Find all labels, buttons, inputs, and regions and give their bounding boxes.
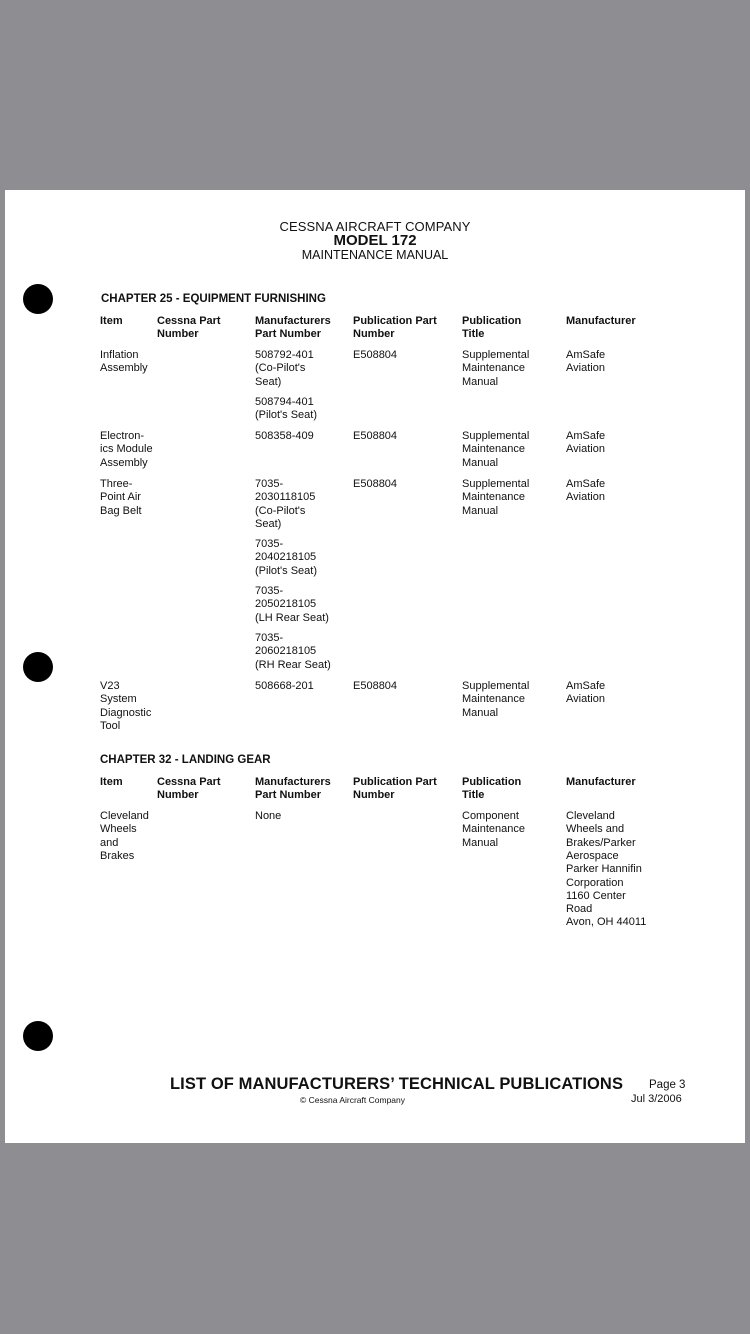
cell-item: Three- [100, 478, 133, 490]
column-header-cessna-part: Cessna Part [157, 776, 221, 788]
column-header-item: Item [100, 776, 123, 788]
column-header-pub-title: Publication [462, 776, 522, 788]
cell-publication-title: Maintenance [462, 491, 525, 504]
cell-publication-title: Supplemental [462, 680, 530, 692]
cell-manufacturer-part: 2060218105 [255, 645, 317, 658]
column-header-pub-title: Publication [462, 315, 522, 327]
column-header-mfr-part: Part Number [255, 328, 322, 341]
column-header-pub-title: Title [462, 328, 485, 341]
cell-manufacturer-part: (Pilot's Seat) [255, 409, 318, 422]
cell-publication-part: E508804 [353, 680, 398, 692]
cell-item: Assembly [100, 362, 148, 375]
cell-manufacturer-part: 2030118105 [255, 491, 316, 504]
cell-publication-title: Maintenance [462, 443, 525, 456]
revision-date: Jul 3/2006 [631, 1093, 682, 1105]
column-header-pub-part: Number [353, 328, 395, 341]
column-header-cessna-part: Number [157, 789, 199, 802]
document-page [5, 190, 745, 1143]
cell-manufacturer: Corporation [566, 876, 624, 889]
cell-item: Brakes [100, 849, 135, 862]
cell-manufacturer-part: 508794-401 [255, 396, 314, 408]
cell-manufacturer-part: 7035- [255, 478, 284, 490]
cell-publication-part: E508804 [353, 478, 398, 490]
cell-manufacturer: Aviation [566, 693, 605, 706]
cell-manufacturer-part: 2050218105 [255, 598, 317, 611]
cell-publication-title: Manual [462, 375, 499, 388]
cell-item: V23 [100, 680, 120, 692]
binder-hole [23, 652, 53, 682]
chapter-25-title: CHAPTER 25 - EQUIPMENT FURNISHING [101, 293, 326, 305]
cell-item: Point Air [100, 491, 141, 504]
cell-item: Bag Belt [100, 504, 142, 517]
binder-hole [23, 1021, 53, 1051]
cell-manufacturer-part: 508668-201 [255, 680, 314, 692]
cell-manufacturer: Brakes/Parker [566, 836, 636, 849]
cell-manufacturer: AmSafe [566, 680, 606, 692]
column-header-pub-part: Number [353, 789, 395, 802]
cell-publication-title: Manual [462, 504, 499, 517]
cell-item: Wheels [100, 823, 137, 836]
cell-manufacturer: Cleveland [566, 810, 615, 822]
cell-item: Inflation [100, 349, 139, 361]
cell-publication-title: Maintenance [462, 693, 525, 706]
column-header-item: Item [100, 315, 123, 327]
binder-hole [23, 284, 53, 314]
cell-manufacturer: Aviation [566, 491, 605, 504]
column-header-manufacturer: Manufacturer [566, 776, 636, 788]
cell-item: ics Module [100, 443, 153, 456]
cell-manufacturer-part: 508792-401 [255, 349, 314, 361]
column-header-cessna-part: Cessna Part [157, 315, 221, 327]
cell-manufacturer: 1160 Center [566, 889, 626, 902]
cell-manufacturer-part: Seat) [255, 517, 282, 530]
column-header-mfr-part: Manufacturers [255, 776, 331, 788]
cell-manufacturer: AmSafe [566, 478, 606, 490]
cell-item: Cleveland [100, 810, 149, 822]
cell-manufacturer: Parker Hannifin [566, 863, 642, 876]
cell-item: System [100, 693, 137, 706]
column-header-pub-part: Publication Part [353, 315, 437, 327]
column-header-manufacturer: Manufacturer [566, 315, 636, 327]
cell-manufacturer-part: 508358-409 [255, 430, 314, 442]
cell-publication-part: E508804 [353, 349, 398, 361]
column-header-cessna-part: Number [157, 328, 199, 341]
model-title: MODEL 172 [333, 232, 417, 249]
cell-publication-part: E508804 [353, 430, 398, 442]
cell-item: Electron- [100, 430, 145, 442]
cell-manufacturer-part: 2040218105 [255, 551, 317, 564]
cell-publication-title: Component [462, 810, 519, 822]
cell-item: Diagnostic [100, 706, 152, 719]
column-header-pub-title: Title [462, 789, 485, 802]
chapter-32-title: CHAPTER 32 - LANDING GEAR [100, 754, 271, 766]
cell-manufacturer: Aerospace [566, 849, 619, 862]
cell-publication-title: Supplemental [462, 349, 530, 361]
cell-manufacturer-part: 7035- [255, 632, 284, 644]
company-name: CESSNA AIRCRAFT COMPANY [279, 219, 471, 234]
footer-copyright: © Cessna Aircraft Company [300, 1095, 405, 1105]
cell-publication-title: Manual [462, 706, 499, 719]
cell-manufacturer: AmSafe [566, 349, 606, 361]
cell-publication-title: Maintenance [462, 823, 525, 836]
cell-publication-title: Manual [462, 456, 499, 469]
footer-title: LIST OF MANUFACTURERS’ TECHNICAL PUBLICATIONS [170, 1075, 624, 1093]
cell-manufacturer: Wheels and [566, 823, 625, 836]
cell-manufacturer-part: 7035- [255, 585, 284, 597]
cell-manufacturer-part: (LH Rear Seat) [255, 611, 329, 624]
cell-publication-title: Maintenance [462, 362, 525, 375]
cell-manufacturer-part: None [255, 810, 282, 822]
cell-manufacturer: Aviation [566, 362, 605, 375]
cell-publication-title: Manual [462, 836, 499, 849]
cell-publication-title: Supplemental [462, 478, 530, 490]
cell-manufacturer: Road [566, 903, 593, 916]
cell-manufacturer-part: (RH Rear Seat) [255, 658, 331, 671]
cell-manufacturer: AmSafe [566, 430, 606, 442]
cell-publication-title: Supplemental [462, 430, 530, 442]
cell-manufacturer: Aviation [566, 443, 605, 456]
cell-manufacturer-part: (Pilot's Seat) [255, 564, 318, 577]
cell-item: Assembly [100, 456, 148, 469]
cell-manufacturer: Avon, OH 44011 [566, 916, 647, 929]
cell-manufacturer-part: 7035- [255, 538, 284, 550]
cell-item: Tool [100, 719, 121, 732]
cell-item: and [100, 836, 119, 849]
column-header-mfr-part: Manufacturers [255, 315, 331, 327]
cell-manufacturer-part: Seat) [255, 375, 282, 388]
column-header-pub-part: Publication Part [353, 776, 437, 788]
column-header-mfr-part: Part Number [255, 789, 322, 802]
cell-manufacturer-part: (Co-Pilot's [255, 504, 306, 517]
manual-title: MAINTENANCE MANUAL [301, 248, 449, 262]
cell-manufacturer-part: (Co-Pilot's [255, 362, 306, 375]
page-number: Page 3 [649, 1079, 686, 1091]
